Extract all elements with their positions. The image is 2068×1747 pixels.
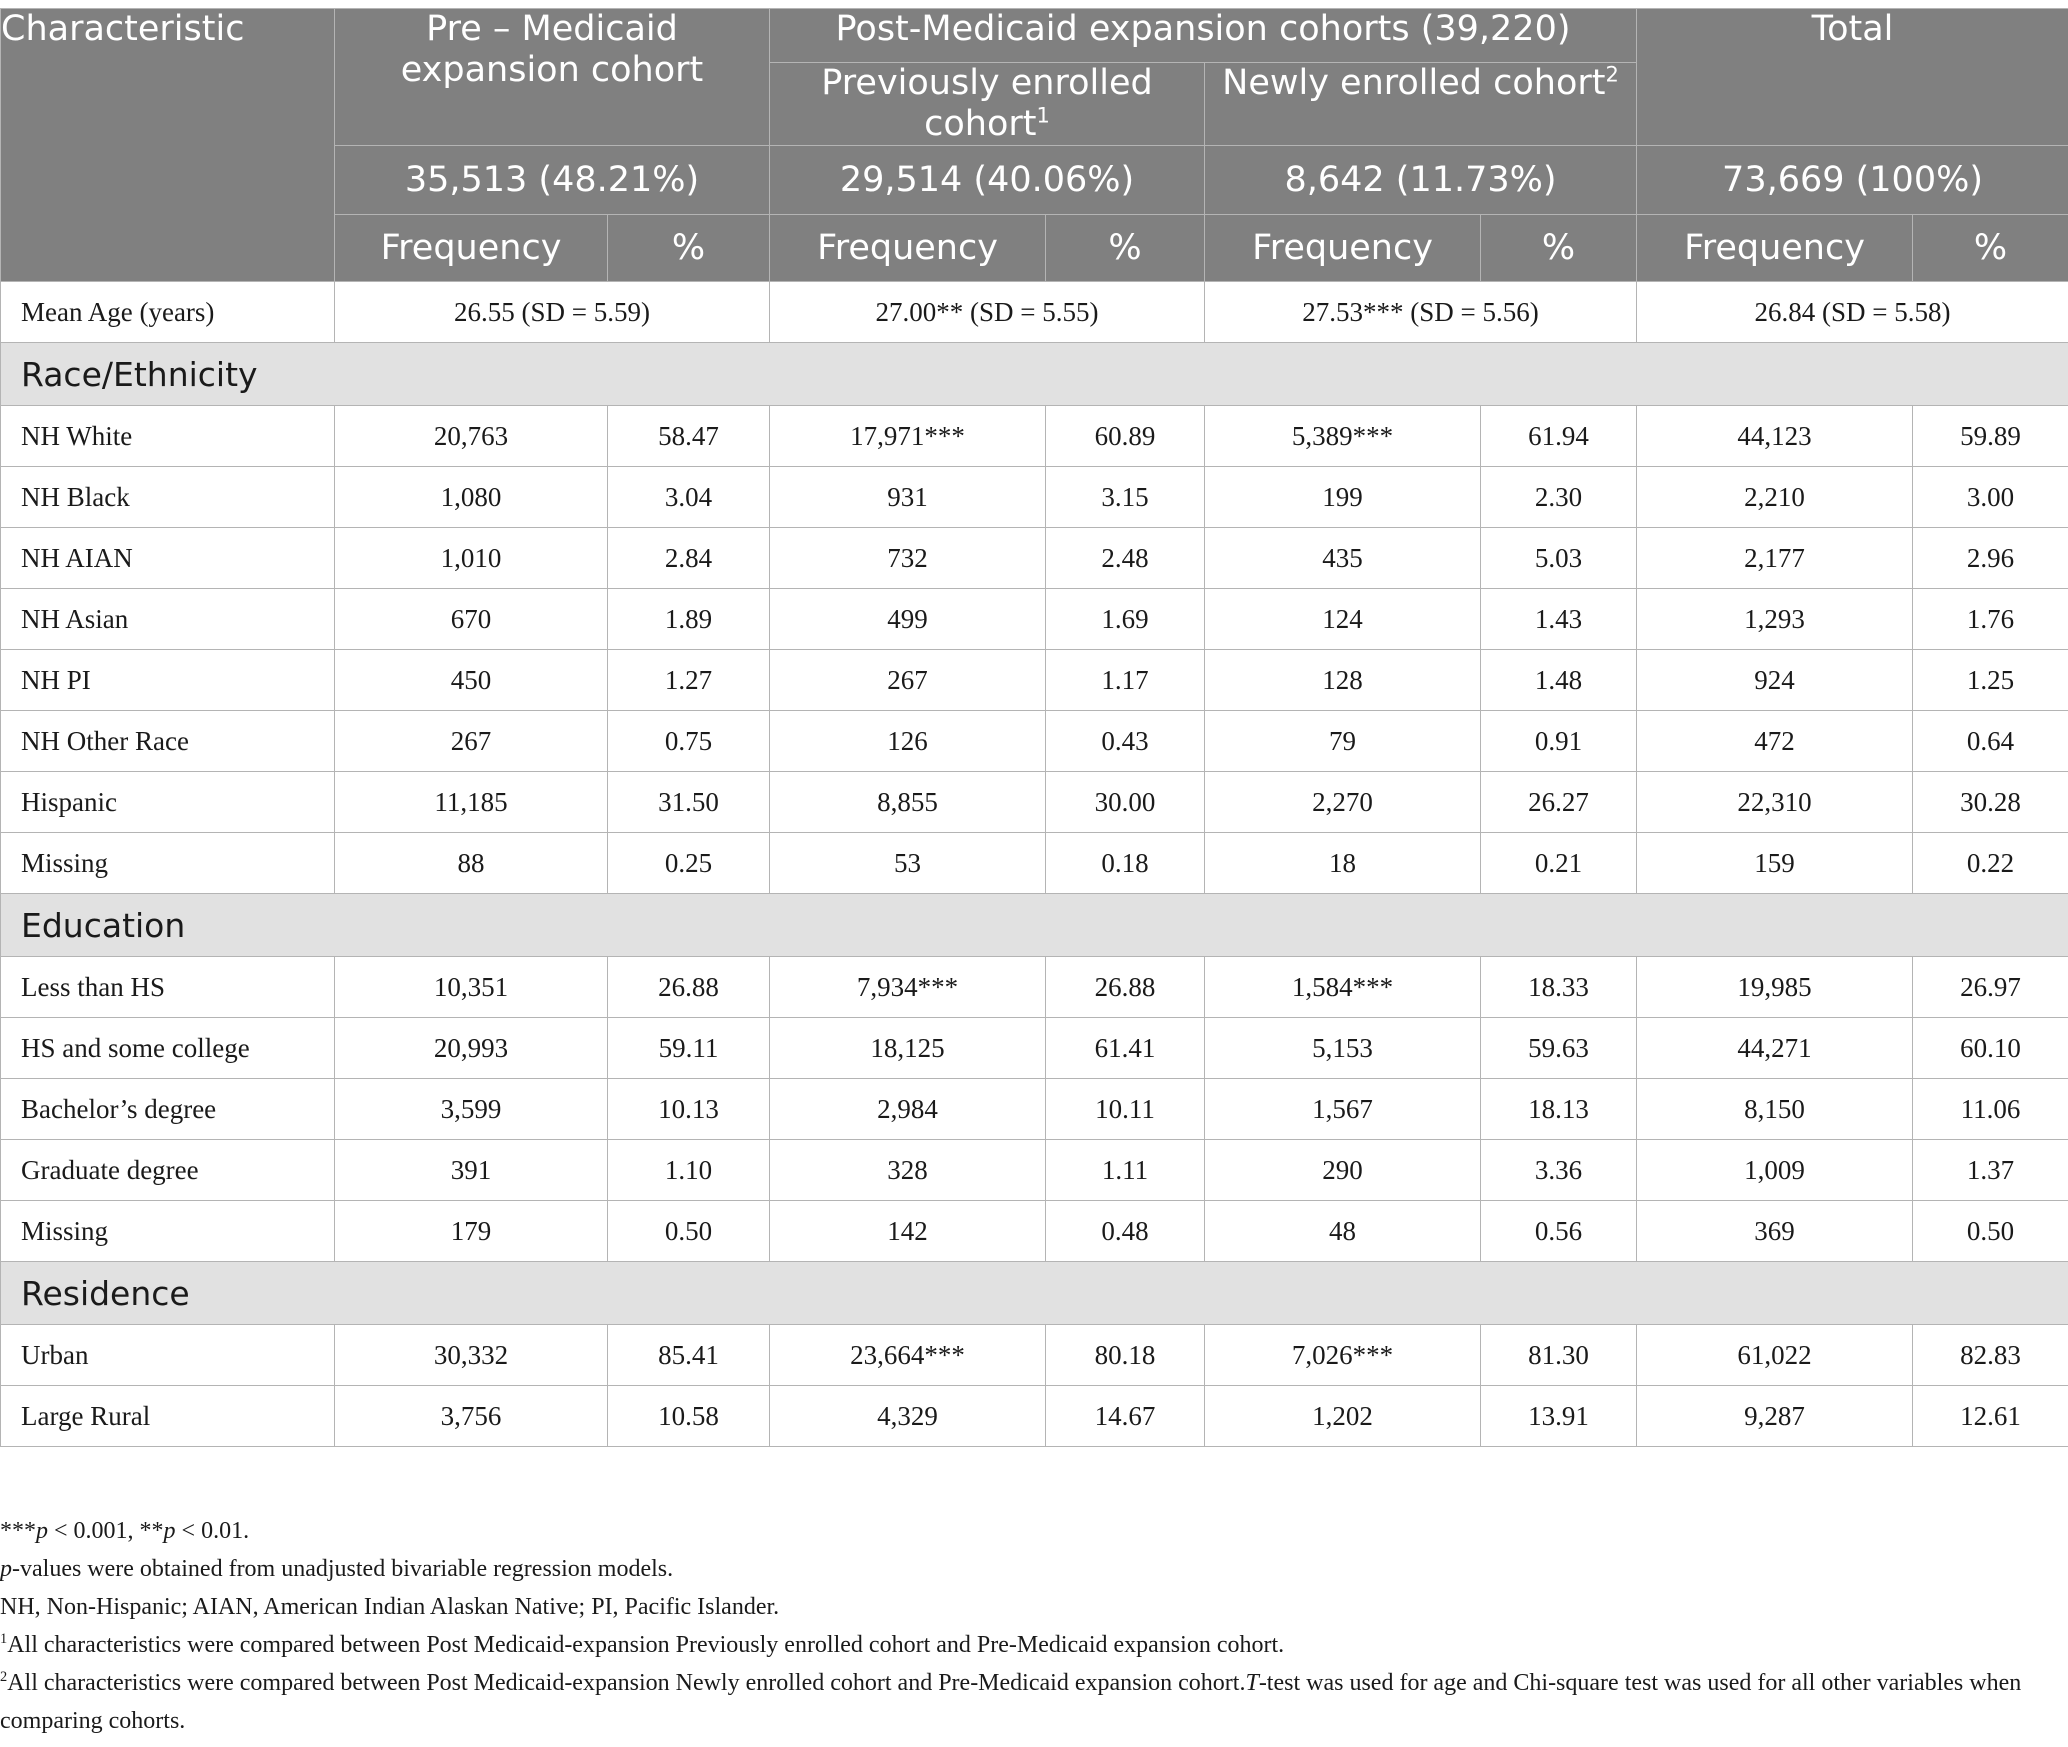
- frequency-cell: 199: [1205, 467, 1481, 528]
- header-total: Total: [1637, 9, 2068, 146]
- percent-cell: 0.18: [1046, 833, 1205, 894]
- percent-cell: 12.61: [1913, 1386, 2068, 1447]
- frequency-cell: 369: [1637, 1201, 1913, 1262]
- frequency-cell: 732: [770, 528, 1046, 589]
- note-sig-stars: ***: [0, 1518, 36, 1544]
- header-frequency: Frequency: [335, 215, 608, 282]
- note-abbreviations: NH, Non-Hispanic; AIAN, American Indian Alaskan Native; PI, Pacific Islander.: [0, 1594, 780, 1620]
- frequency-cell: 17,971***: [770, 406, 1046, 467]
- frequency-cell: 2,177: [1637, 528, 1913, 589]
- header-prev-enrolled: [770, 63, 1205, 146]
- section-header-row: [1, 1262, 2068, 1325]
- percent-cell: 0.48: [1046, 1201, 1205, 1262]
- percent-cell: 61.41: [1046, 1018, 1205, 1079]
- percent-cell: 13.91: [1481, 1386, 1637, 1447]
- mean-age-label: Mean Age (years): [1, 282, 335, 343]
- footnote-marker-1: 1: [1036, 103, 1050, 128]
- table-footnotes: [0, 1512, 2060, 1740]
- frequency-cell: 2,984: [770, 1079, 1046, 1140]
- frequency-cell: 924: [1637, 650, 1913, 711]
- row-label: NH Asian: [1, 589, 335, 650]
- percent-cell: 1.27: [608, 650, 770, 711]
- percent-cell: 11.06: [1913, 1079, 2068, 1140]
- header-frequency: Frequency: [770, 215, 1046, 282]
- table-row: [1, 833, 2068, 894]
- header-n-pre: 35,513 (48.21%): [335, 146, 770, 215]
- row-label: HS and some college: [1, 1018, 335, 1079]
- note-sig-threshold: < 0.001, **: [48, 1518, 164, 1544]
- header-post-group: Post-Medicaid expansion cohorts (39,220): [770, 9, 1637, 63]
- percent-cell: 30.28: [1913, 772, 2068, 833]
- frequency-cell: 2,210: [1637, 467, 1913, 528]
- header-percent: %: [1481, 215, 1637, 282]
- percent-cell: 18.33: [1481, 957, 1637, 1018]
- percent-cell: 1.76: [1913, 589, 2068, 650]
- percent-cell: 1.11: [1046, 1140, 1205, 1201]
- row-label: Bachelor’s degree: [1, 1079, 335, 1140]
- percent-cell: 0.75: [608, 711, 770, 772]
- frequency-cell: 9,287: [1637, 1386, 1913, 1447]
- table-row: [1, 406, 2068, 467]
- frequency-cell: 931: [770, 467, 1046, 528]
- percent-cell: 0.43: [1046, 711, 1205, 772]
- percent-cell: 5.03: [1481, 528, 1637, 589]
- frequency-cell: 22,310: [1637, 772, 1913, 833]
- percent-cell: 2.84: [608, 528, 770, 589]
- table-row: [1, 711, 2068, 772]
- frequency-cell: 3,599: [335, 1079, 608, 1140]
- percent-cell: 3.15: [1046, 467, 1205, 528]
- percent-cell: 14.67: [1046, 1386, 1205, 1447]
- table-row: [1, 772, 2068, 833]
- percent-cell: 1.37: [1913, 1140, 2068, 1201]
- percent-cell: 1.48: [1481, 650, 1637, 711]
- frequency-cell: 179: [335, 1201, 608, 1262]
- frequency-cell: 124: [1205, 589, 1481, 650]
- percent-cell: 31.50: [608, 772, 770, 833]
- table-row: [1, 589, 2068, 650]
- mean-age-pre: 26.55 (SD = 5.59): [335, 282, 770, 343]
- row-label: NH Other Race: [1, 711, 335, 772]
- note-significance: [0, 1512, 2060, 1550]
- header-new-enrolled-label: Newly enrolled cohort: [1222, 63, 1606, 103]
- frequency-cell: 1,080: [335, 467, 608, 528]
- percent-cell: 1.25: [1913, 650, 2068, 711]
- frequency-cell: 159: [1637, 833, 1913, 894]
- frequency-cell: 5,153: [1205, 1018, 1481, 1079]
- frequency-cell: 1,009: [1637, 1140, 1913, 1201]
- percent-cell: 10.13: [608, 1079, 770, 1140]
- percent-cell: 2.96: [1913, 528, 2068, 589]
- frequency-cell: 5,389***: [1205, 406, 1481, 467]
- frequency-cell: 499: [770, 589, 1046, 650]
- frequency-cell: 1,202: [1205, 1386, 1481, 1447]
- frequency-cell: 48: [1205, 1201, 1481, 1262]
- percent-cell: 85.41: [608, 1325, 770, 1386]
- note-footnote-1-text: All characteristics were compared between Post Medicaid-expansion Previously enrolled cohort and Pre-Medicaid expansion cohort.: [7, 1632, 1285, 1658]
- table-row: [1, 528, 2068, 589]
- frequency-cell: 44,123: [1637, 406, 1913, 467]
- frequency-cell: 4,329: [770, 1386, 1046, 1447]
- frequency-cell: 79: [1205, 711, 1481, 772]
- frequency-cell: 44,271: [1637, 1018, 1913, 1079]
- percent-cell: 18.13: [1481, 1079, 1637, 1140]
- header-percent: %: [608, 215, 770, 282]
- note-footnote-2-marker: 2: [0, 1669, 8, 1685]
- header-frequency: Frequency: [1205, 215, 1481, 282]
- row-label: NH White: [1, 406, 335, 467]
- frequency-cell: 1,293: [1637, 589, 1913, 650]
- percent-cell: 0.25: [608, 833, 770, 894]
- percent-cell: 3.00: [1913, 467, 2068, 528]
- note-sig-p2: p: [163, 1518, 176, 1544]
- table-header: [1, 9, 2068, 282]
- percent-cell: 0.21: [1481, 833, 1637, 894]
- frequency-cell: 450: [335, 650, 608, 711]
- percent-cell: 26.97: [1913, 957, 2068, 1018]
- frequency-cell: 8,855: [770, 772, 1046, 833]
- frequency-cell: 88: [335, 833, 608, 894]
- frequency-cell: 3,756: [335, 1386, 608, 1447]
- percent-cell: 1.69: [1046, 589, 1205, 650]
- table-row: [1, 650, 2068, 711]
- section-title: Race/Ethnicity: [1, 343, 2068, 406]
- table-row: [1, 467, 2068, 528]
- table-row: [1, 1325, 2068, 1386]
- percent-cell: 59.89: [1913, 406, 2068, 467]
- frequency-cell: 391: [335, 1140, 608, 1201]
- header-n-new: 8,642 (11.73%): [1205, 146, 1637, 215]
- header-percent: %: [1046, 215, 1205, 282]
- percent-cell: 2.48: [1046, 528, 1205, 589]
- percent-cell: 60.89: [1046, 406, 1205, 467]
- header-percent: %: [1913, 215, 2068, 282]
- note-footnote-2-text: All characteristics were compared between Post Medicaid-expansion Newly enrolled cohort and Pre-Medicaid expansion cohort.: [7, 1670, 1246, 1696]
- cohort-characteristics-table: [0, 8, 2068, 1447]
- frequency-cell: 267: [770, 650, 1046, 711]
- percent-cell: 1.17: [1046, 650, 1205, 711]
- mean-age-total: 26.84 (SD = 5.58): [1637, 282, 2068, 343]
- percent-cell: 10.58: [608, 1386, 770, 1447]
- table-row: [1, 1140, 2068, 1201]
- frequency-cell: 290: [1205, 1140, 1481, 1201]
- percent-cell: 81.30: [1481, 1325, 1637, 1386]
- frequency-cell: 1,010: [335, 528, 608, 589]
- row-label: NH AIAN: [1, 528, 335, 589]
- percent-cell: 1.10: [608, 1140, 770, 1201]
- frequency-cell: 53: [770, 833, 1046, 894]
- percent-cell: 26.88: [608, 957, 770, 1018]
- note-pvalues-p: p: [0, 1556, 12, 1582]
- frequency-cell: 267: [335, 711, 608, 772]
- percent-cell: 0.56: [1481, 1201, 1637, 1262]
- table-row: [1, 1201, 2068, 1262]
- frequency-cell: 20,993: [335, 1018, 608, 1079]
- percent-cell: 0.91: [1481, 711, 1637, 772]
- frequency-cell: 142: [770, 1201, 1046, 1262]
- section-title: Residence: [1, 1262, 2068, 1325]
- percent-cell: 0.50: [608, 1201, 770, 1262]
- frequency-cell: 328: [770, 1140, 1046, 1201]
- frequency-cell: 435: [1205, 528, 1481, 589]
- frequency-cell: 19,985: [1637, 957, 1913, 1018]
- row-label: Missing: [1, 1201, 335, 1262]
- header-new-enrolled: [1205, 63, 1637, 146]
- percent-cell: 82.83: [1913, 1325, 2068, 1386]
- header-characteristic: Characteristic: [1, 9, 335, 282]
- frequency-cell: 23,664***: [770, 1325, 1046, 1386]
- frequency-cell: 11,185: [335, 772, 608, 833]
- percent-cell: 26.27: [1481, 772, 1637, 833]
- table-row: [1, 1018, 2068, 1079]
- percent-cell: 10.11: [1046, 1079, 1205, 1140]
- mean-age-row: [1, 282, 2068, 343]
- table-row: [1, 1079, 2068, 1140]
- percent-cell: 26.88: [1046, 957, 1205, 1018]
- mean-age-new: 27.53*** (SD = 5.56): [1205, 282, 1637, 343]
- frequency-cell: 7,934***: [770, 957, 1046, 1018]
- frequency-cell: 18: [1205, 833, 1481, 894]
- frequency-cell: 126: [770, 711, 1046, 772]
- table-row: [1, 1386, 2068, 1447]
- note-footnote-2-t: T: [1245, 1670, 1259, 1696]
- row-label: NH Black: [1, 467, 335, 528]
- percent-cell: 0.22: [1913, 833, 2068, 894]
- percent-cell: 2.30: [1481, 467, 1637, 528]
- frequency-cell: 18,125: [770, 1018, 1046, 1079]
- note-footnote-1-marker: 1: [0, 1631, 8, 1647]
- section-title: Education: [1, 894, 2068, 957]
- note-footnote-2: [0, 1664, 2060, 1740]
- row-label: Large Rural: [1, 1386, 335, 1447]
- note-footnote-2-rest: -test was used for age and Chi-square test was used for all other variables when comparing cohorts.: [0, 1670, 2022, 1734]
- frequency-cell: 472: [1637, 711, 1913, 772]
- note-sig-threshold2: < 0.01.: [175, 1518, 250, 1544]
- percent-cell: 59.11: [608, 1018, 770, 1079]
- frequency-cell: 1,567: [1205, 1079, 1481, 1140]
- percent-cell: 80.18: [1046, 1325, 1205, 1386]
- frequency-cell: 7,026***: [1205, 1325, 1481, 1386]
- percent-cell: 1.89: [608, 589, 770, 650]
- percent-cell: 0.50: [1913, 1201, 2068, 1262]
- percent-cell: 3.36: [1481, 1140, 1637, 1201]
- section-header-row: [1, 894, 2068, 957]
- frequency-cell: 20,763: [335, 406, 608, 467]
- percent-cell: 0.64: [1913, 711, 2068, 772]
- percent-cell: 60.10: [1913, 1018, 2068, 1079]
- header-pre-cohort: Pre – Medicaid expansion cohort: [335, 9, 770, 146]
- frequency-cell: 128: [1205, 650, 1481, 711]
- percent-cell: 1.43: [1481, 589, 1637, 650]
- frequency-cell: 8,150: [1637, 1079, 1913, 1140]
- mean-age-prev: 27.00** (SD = 5.55): [770, 282, 1205, 343]
- footnote-marker-2: 2: [1605, 62, 1619, 87]
- frequency-cell: 30,332: [335, 1325, 608, 1386]
- percent-cell: 58.47: [608, 406, 770, 467]
- row-label: Hispanic: [1, 772, 335, 833]
- row-label: Graduate degree: [1, 1140, 335, 1201]
- header-prev-enrolled-label: Previously enrolled cohort: [821, 63, 1153, 144]
- row-label: NH PI: [1, 650, 335, 711]
- header-frequency: Frequency: [1637, 215, 1913, 282]
- header-n-total: 73,669 (100%): [1637, 146, 2068, 215]
- row-label: Missing: [1, 833, 335, 894]
- percent-cell: 30.00: [1046, 772, 1205, 833]
- section-header-row: [1, 343, 2068, 406]
- frequency-cell: 10,351: [335, 957, 608, 1018]
- header-n-prev: 29,514 (40.06%): [770, 146, 1205, 215]
- frequency-cell: 670: [335, 589, 608, 650]
- table-body: [1, 282, 2068, 1447]
- note-footnote-1: [0, 1626, 2060, 1664]
- note-sig-p: p: [36, 1518, 48, 1544]
- percent-cell: 3.04: [608, 467, 770, 528]
- percent-cell: 61.94: [1481, 406, 1637, 467]
- frequency-cell: 2,270: [1205, 772, 1481, 833]
- note-pvalues: [0, 1550, 2060, 1588]
- row-label: Urban: [1, 1325, 335, 1386]
- row-label: Less than HS: [1, 957, 335, 1018]
- table-row: [1, 957, 2068, 1018]
- frequency-cell: 61,022: [1637, 1325, 1913, 1386]
- frequency-cell: 1,584***: [1205, 957, 1481, 1018]
- percent-cell: 59.63: [1481, 1018, 1637, 1079]
- note-pvalues-text: -values were obtained from unadjusted bivariable regression models.: [12, 1556, 674, 1582]
